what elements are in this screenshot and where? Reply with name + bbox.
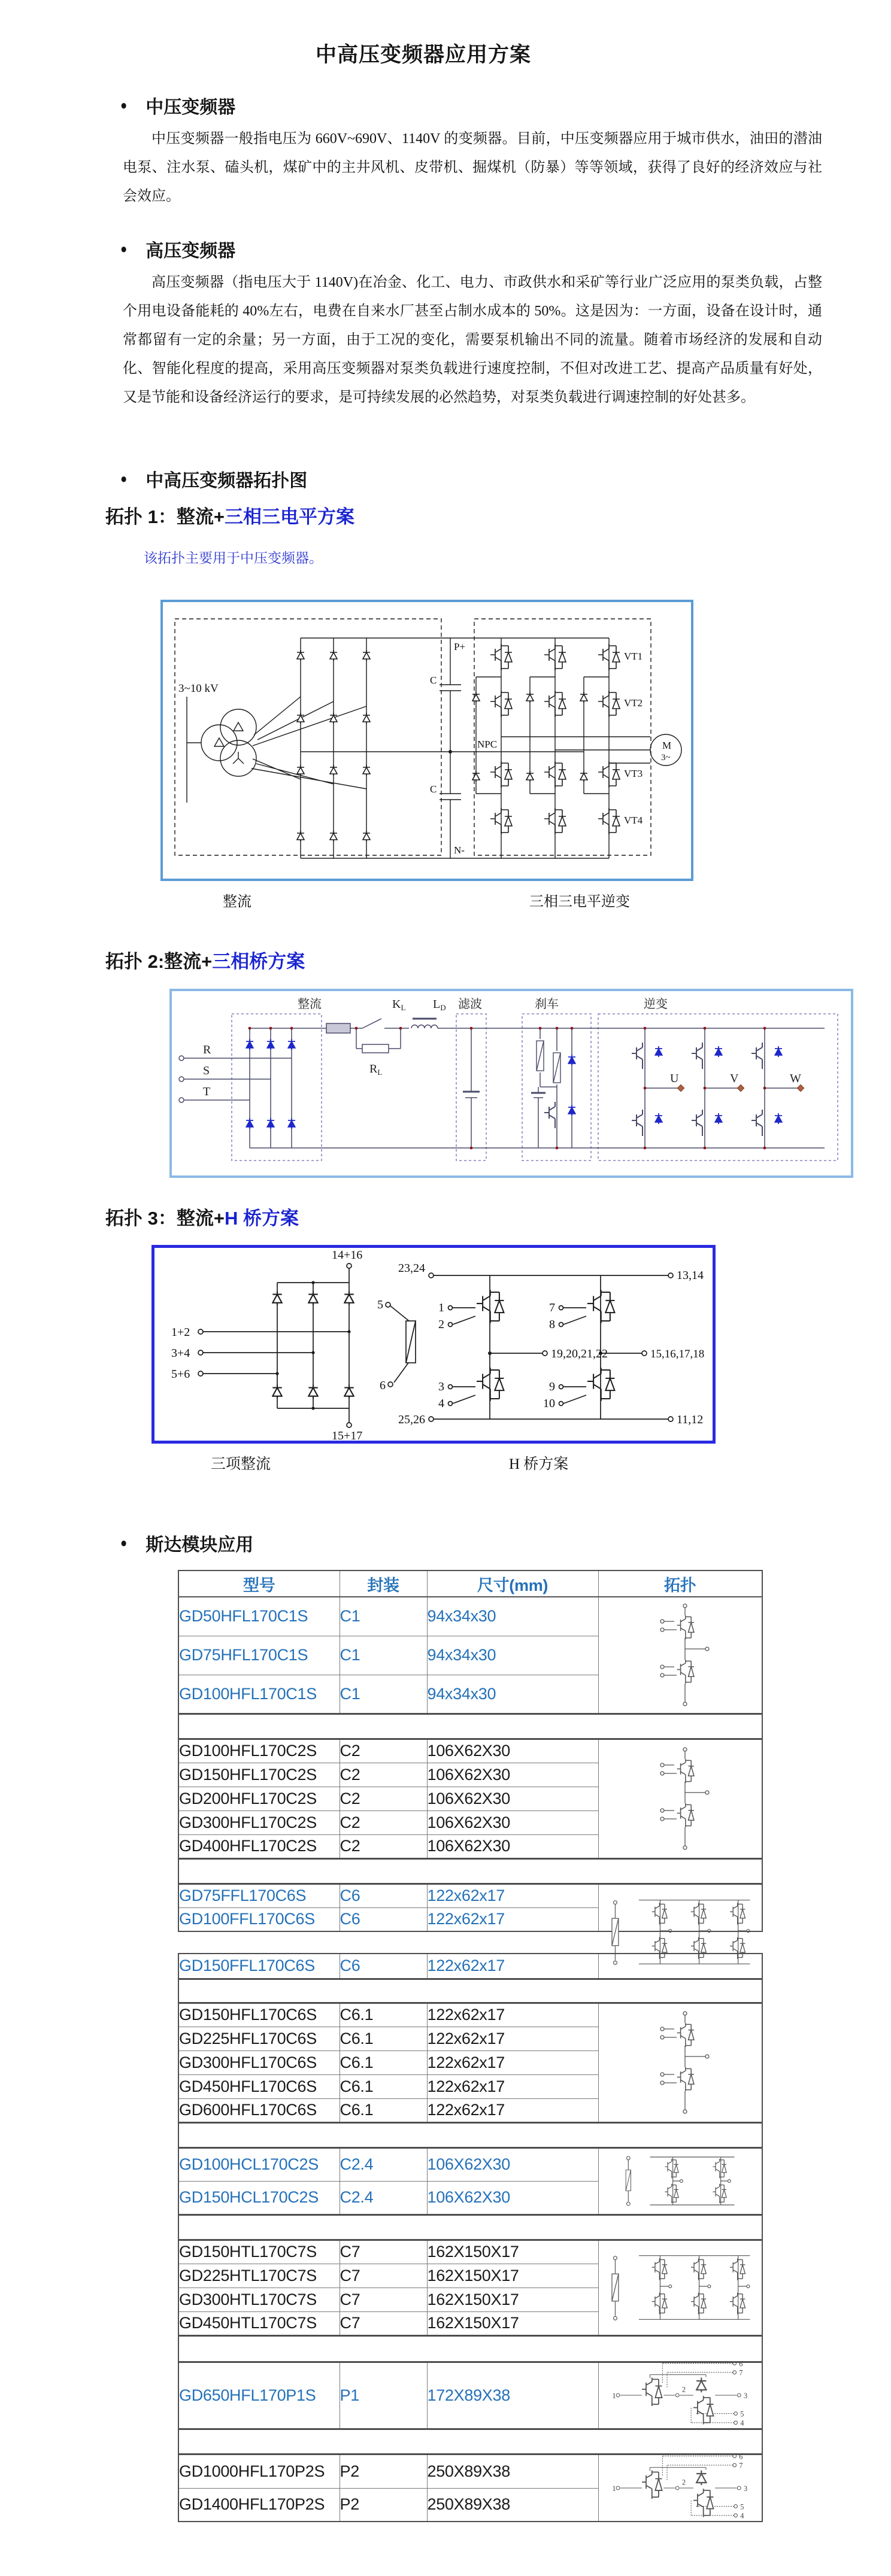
topology1-circuit-diagram (163, 602, 691, 879)
dimension-cell: 250X89X38 (427, 2454, 598, 2488)
pin-out-right-label: 15,16,17,18 (650, 1348, 705, 1360)
label-phase-r: R (203, 1043, 211, 1056)
gate-7-label: 7 (549, 1301, 555, 1314)
module-table-2 (178, 1953, 763, 2522)
topology1-heading-prefix: 拓扑 1：整流+ (105, 506, 225, 527)
package-cell: C7 (340, 2311, 427, 2335)
table-row (178, 1884, 762, 1907)
dual-pin-6: 6 (739, 2452, 742, 2461)
label-phase-t: T (203, 1085, 211, 1098)
package-cell: C6.1 (340, 2003, 427, 2027)
label-inverter: 逆变 (644, 998, 668, 1011)
dual-pin-3: 3 (743, 2484, 747, 2493)
table-row (178, 2362, 762, 2429)
model-cell: GD450HFL170C6S (178, 2074, 340, 2098)
gate-8-label: 8 (549, 1318, 555, 1331)
package-cell: C7 (340, 2288, 427, 2311)
label-phase-s: S (203, 1064, 210, 1077)
diagram1-caption-inverter: 三相三电平逆变 (529, 894, 630, 910)
dimension-cell: 106X62X30 (427, 1787, 598, 1811)
bullet-icon: ● (120, 98, 128, 113)
col-header-topology: 拓扑 (598, 1570, 762, 1597)
model-cell: GD600HFL170C6S (178, 2098, 340, 2122)
diagram3-caption-rectifier: 三项整流 (211, 1456, 271, 1472)
model-cell: GD150HTL170C7S (178, 2240, 340, 2264)
gate-9-label: 9 (549, 1380, 555, 1393)
dimension-cell: 94x34x30 (427, 1675, 598, 1714)
dual-pin-5: 5 (740, 2410, 744, 2419)
dimension-cell: 122x62x17 (427, 2027, 598, 2051)
model-cell: GD1000HFL170P2S (178, 2454, 340, 2488)
topology2-heading (105, 946, 305, 973)
model-cell: GD75HFL170C1S (178, 1636, 340, 1675)
package-cell: C2.4 (340, 2147, 427, 2181)
bullet-icon: ● (120, 1535, 128, 1550)
model-cell: GD100HFL170C2S (178, 1739, 340, 1763)
dual-pin-2: 2 (681, 2385, 686, 2394)
label-rl: $R_L$ (369, 1062, 383, 1077)
dimension-cell: 122x62x17 (427, 2098, 598, 2122)
section-heading-label: 中压变频器 (146, 98, 236, 117)
section-heading-high-voltage (120, 236, 235, 262)
pin-5-label: 5 (377, 1298, 383, 1311)
dimension-cell: 122x62x17 (427, 1884, 598, 1907)
topology-icon-dual-module (598, 2359, 762, 2429)
package-cell: C1 (340, 1597, 427, 1636)
dimension-cell: 106X62X30 (427, 2147, 598, 2181)
package-cell: C6.1 (340, 2051, 427, 2074)
label-ld: $L_D$ (433, 998, 446, 1012)
dimension-cell: 106X62X30 (427, 2181, 598, 2214)
topology3-heading (105, 1203, 299, 1230)
model-cell: GD150FFL170C6S (178, 1954, 340, 1979)
topology1-heading (105, 502, 354, 528)
topology-icon-sixpack-brake (598, 2240, 762, 2335)
package-cell: C6 (340, 1907, 427, 1931)
dimension-cell: 106X62X30 (427, 1834, 598, 1858)
model-cell: GD150HFL170C2S (178, 1763, 340, 1787)
dimension-cell: 162X150X17 (427, 2264, 598, 2288)
table-spacer-row (178, 1714, 762, 1739)
topology-icon-halfbridge (598, 2003, 762, 2122)
topology3-circuit-diagram (154, 1248, 713, 1441)
pin-1314-label: 13,14 (677, 1269, 704, 1282)
page-title: 中高压变频器应用方案 (315, 43, 531, 66)
table-row (178, 2147, 762, 2181)
model-cell: GD150HCL170C2S (178, 2181, 340, 2214)
table-spacer-row (178, 1979, 762, 2003)
voltage-label: 3~10 kV (178, 682, 219, 695)
dimension-cell: 250X89X38 (427, 2488, 598, 2522)
pin-2324-label: 23,24 (398, 1262, 425, 1275)
model-cell: GD225HTL170C7S (178, 2264, 340, 2288)
n-minus-label: N- (454, 845, 465, 856)
package-cell: C2 (340, 1811, 427, 1834)
label-filter: 滤波 (458, 998, 482, 1011)
col-header-dimensions: 尺寸(mm) (427, 1570, 598, 1597)
dual-pin-4: 4 (740, 2419, 744, 2428)
model-cell: GD400HFL170C2S (178, 1834, 340, 1858)
label-out-w: W (790, 1072, 801, 1085)
dimension-cell: 162X150X17 (427, 2240, 598, 2264)
pin-in3-label: 5+6 (171, 1368, 190, 1381)
model-cell: GD300HTL170C7S (178, 2288, 340, 2311)
topology1-heading-accent: 三相三电平方案 (224, 506, 354, 527)
pin-top-label: 14+16 (332, 1248, 363, 1262)
table-spacer-row (178, 2214, 762, 2240)
pin-out-left-label: 19,20,21,22 (551, 1347, 608, 1360)
topology-icon-hbridge-brake (598, 2147, 762, 2214)
model-cell: GD150HFL170C6S (178, 2003, 340, 2027)
package-cell: C6 (340, 1954, 427, 1979)
model-cell: GD100HCL170C2S (178, 2147, 340, 2181)
pin-bottom-label: 15+17 (332, 1429, 363, 1441)
topology-icon-sixpack-brake (598, 1884, 762, 1931)
motor-phase-label: 3~ (661, 753, 671, 763)
package-cell: P2 (340, 2488, 427, 2522)
model-cell: GD300HFL170C2S (178, 1811, 340, 1834)
dimension-cell: 94x34x30 (427, 1597, 598, 1636)
section-heading-medium-voltage (120, 92, 235, 119)
section-heading-label: 高压变频器 (146, 241, 236, 261)
pin-6-label: 6 (380, 1379, 386, 1392)
module-table-1 (178, 1570, 763, 1932)
topology-cell-empty (598, 1954, 762, 1979)
table-row (178, 2240, 762, 2264)
package-cell: C7 (340, 2240, 427, 2264)
topology1-note: 该拓扑主要用于中压变频器。 (144, 551, 323, 566)
table-spacer-row (178, 2122, 762, 2147)
topology-icon-halfbridge (598, 1597, 762, 1714)
diagram3-caption-hbridge: H 桥方案 (509, 1456, 569, 1472)
table-header-row (178, 1570, 762, 1597)
vt1-label: VT1 (624, 651, 643, 662)
col-header-model: 型号 (178, 1570, 340, 1597)
package-cell: C2.4 (340, 2181, 427, 2214)
cap-top-label: C (430, 675, 437, 686)
topology2-diagram-frame (169, 989, 853, 1178)
package-cell: C6.1 (340, 2027, 427, 2051)
package-cell: C1 (340, 1636, 427, 1675)
topology2-heading-accent: 三相桥方案 (212, 951, 305, 972)
table-row (178, 2454, 762, 2488)
package-cell: C2 (340, 1834, 427, 1858)
package-cell: C6 (340, 1884, 427, 1907)
model-cell: GD1400HFL170P2S (178, 2488, 340, 2522)
table-row (178, 1597, 762, 1636)
pin-1112-label: 11,12 (677, 1413, 704, 1426)
dual-pin-6: 6 (739, 2359, 742, 2368)
package-cell: C1 (340, 1675, 427, 1714)
model-cell: GD450HTL170C7S (178, 2311, 340, 2335)
label-brake: 刹车 (535, 998, 559, 1011)
vt3-label: VT3 (624, 768, 643, 779)
dimension-cell: 122x62x17 (427, 1907, 598, 1931)
motor-label: M (662, 740, 672, 751)
topology3-heading-accent: H 桥方案 (224, 1208, 299, 1229)
section-heading-label: 中高压变频器拓扑图 (146, 471, 308, 491)
dimension-cell: 106X62X30 (427, 1739, 598, 1763)
paragraph-high-voltage: 高压变频器（指电压大于 1140V)在冶金、化工、电力、市政供水和采矿等行业广泛应用的泵类负载，占整个用电设备能耗的 40%左右，电费在自来水厂甚至占制水成本的 50%。这是因为：一方面，设备在设计时，通常都留有一定的余量；另一方面，由于工况的变化，需要泵机输出不同的流量。随着市场经济的发展和自动化、智能化程度的提高，采用高压变频器对泵类负载进行速度控制，不但对改进工艺、提高产品质量有好处，又是节能和设备经济运行的要求，是可持续发展的必然趋势，对泵类负载进行调速控制的好处甚多。 (123, 275, 822, 405)
dimension-cell: 172X89X38 (427, 2362, 598, 2429)
gate-2-label: 2 (438, 1318, 444, 1331)
model-cell: GD100HFL170C1S (178, 1675, 340, 1714)
section-heading-label: 斯达模块应用 (146, 1535, 254, 1555)
table-row (178, 1954, 762, 1979)
package-cell: C6.1 (340, 2074, 427, 2098)
dual-pin-2: 2 (681, 2478, 686, 2487)
npc-label: NPC (477, 739, 498, 750)
dual-pin-7: 7 (739, 2461, 742, 2470)
gate-4-label: 4 (438, 1397, 444, 1410)
dimension-cell: 122x62x17 (427, 2074, 598, 2098)
topology-icon-dual-module (598, 2454, 762, 2522)
table-spacer-row (178, 1858, 762, 1884)
section-heading-modules (120, 1530, 253, 1556)
package-cell: C2 (340, 1763, 427, 1787)
topology-icon-halfbridge (598, 1739, 762, 1858)
pin-in1-label: 1+2 (171, 1326, 190, 1339)
p-plus-label: P+ (454, 641, 466, 652)
table-row (178, 2003, 762, 2027)
pin-2526-label: 25,26 (398, 1413, 425, 1426)
dual-pin-7: 7 (739, 2368, 742, 2377)
label-out-v: V (730, 1072, 739, 1085)
vt4-label: VT4 (624, 815, 643, 826)
model-cell: GD300HFL170C6S (178, 2051, 340, 2074)
model-cell: GD100FFL170C6S (178, 1907, 340, 1931)
topology2-heading-prefix: 拓扑 2:整流+ (105, 951, 213, 972)
dimension-cell: 162X150X17 (427, 2311, 598, 2335)
section-heading-topology (120, 466, 307, 492)
label-kl: $K_L$ (392, 998, 406, 1012)
dual-pin-4: 4 (740, 2511, 744, 2520)
model-cell: GD225HFL170C6S (178, 2027, 340, 2051)
topology2-circuit-diagram (172, 991, 851, 1175)
col-header-package: 封装 (340, 1570, 427, 1597)
gate-3-label: 3 (438, 1380, 444, 1393)
dimension-cell: 106X62X30 (427, 1763, 598, 1787)
dimension-cell: 106X62X30 (427, 1811, 598, 1834)
dual-pin-1: 1 (612, 2391, 616, 2400)
dimension-cell: 122x62x17 (427, 2003, 598, 2027)
pin-in2-label: 3+4 (171, 1347, 190, 1360)
table-row (178, 1739, 762, 1763)
dual-pin-3: 3 (743, 2391, 747, 2400)
package-cell: P1 (340, 2362, 427, 2429)
topology1-diagram-frame (160, 600, 693, 881)
dimension-cell: 122x62x17 (427, 1954, 598, 1979)
package-cell: C2 (340, 1739, 427, 1763)
package-cell: P2 (340, 2454, 427, 2488)
model-cell: GD650HFL170P1S (178, 2362, 340, 2429)
dual-pin-1: 1 (612, 2484, 616, 2493)
diagram1-caption-rectifier: 整流 (223, 894, 251, 910)
dimension-cell: 162X150X17 (427, 2288, 598, 2311)
package-cell: C7 (340, 2264, 427, 2288)
package-cell: C6.1 (340, 2098, 427, 2122)
cap-bottom-label: C (430, 783, 437, 795)
package-cell: C2 (340, 1787, 427, 1811)
paragraph-medium-voltage: 中压变频器一般指电压为 660V~690V、1140V 的变频器。目前，中压变频器应用于城市供水，油田的潜油电泵、注水泵、磕头机，煤矿中的主井风机、皮带机、掘煤机（防暴）等等领域，获得了良好的经济效应与社会效应。 (123, 131, 822, 204)
topology3-heading-prefix: 拓扑 3：整流+ (105, 1208, 225, 1229)
bullet-icon: ● (120, 241, 128, 256)
dual-pin-5: 5 (740, 2502, 744, 2511)
label-rectifier: 整流 (298, 998, 322, 1011)
topology3-diagram-frame (151, 1245, 716, 1444)
gate-1-label: 1 (438, 1301, 444, 1314)
gate-10-label: 10 (543, 1397, 555, 1410)
dimension-cell: 94x34x30 (427, 1636, 598, 1675)
model-cell: GD200HFL170C2S (178, 1787, 340, 1811)
label-out-u: U (670, 1072, 679, 1085)
model-cell: GD75FFL170C6S (178, 1884, 340, 1907)
bullet-icon: ● (120, 471, 128, 486)
dimension-cell: 122x62x17 (427, 2051, 598, 2074)
model-cell: GD50HFL170C1S (178, 1597, 340, 1636)
vt2-label: VT2 (624, 697, 643, 709)
